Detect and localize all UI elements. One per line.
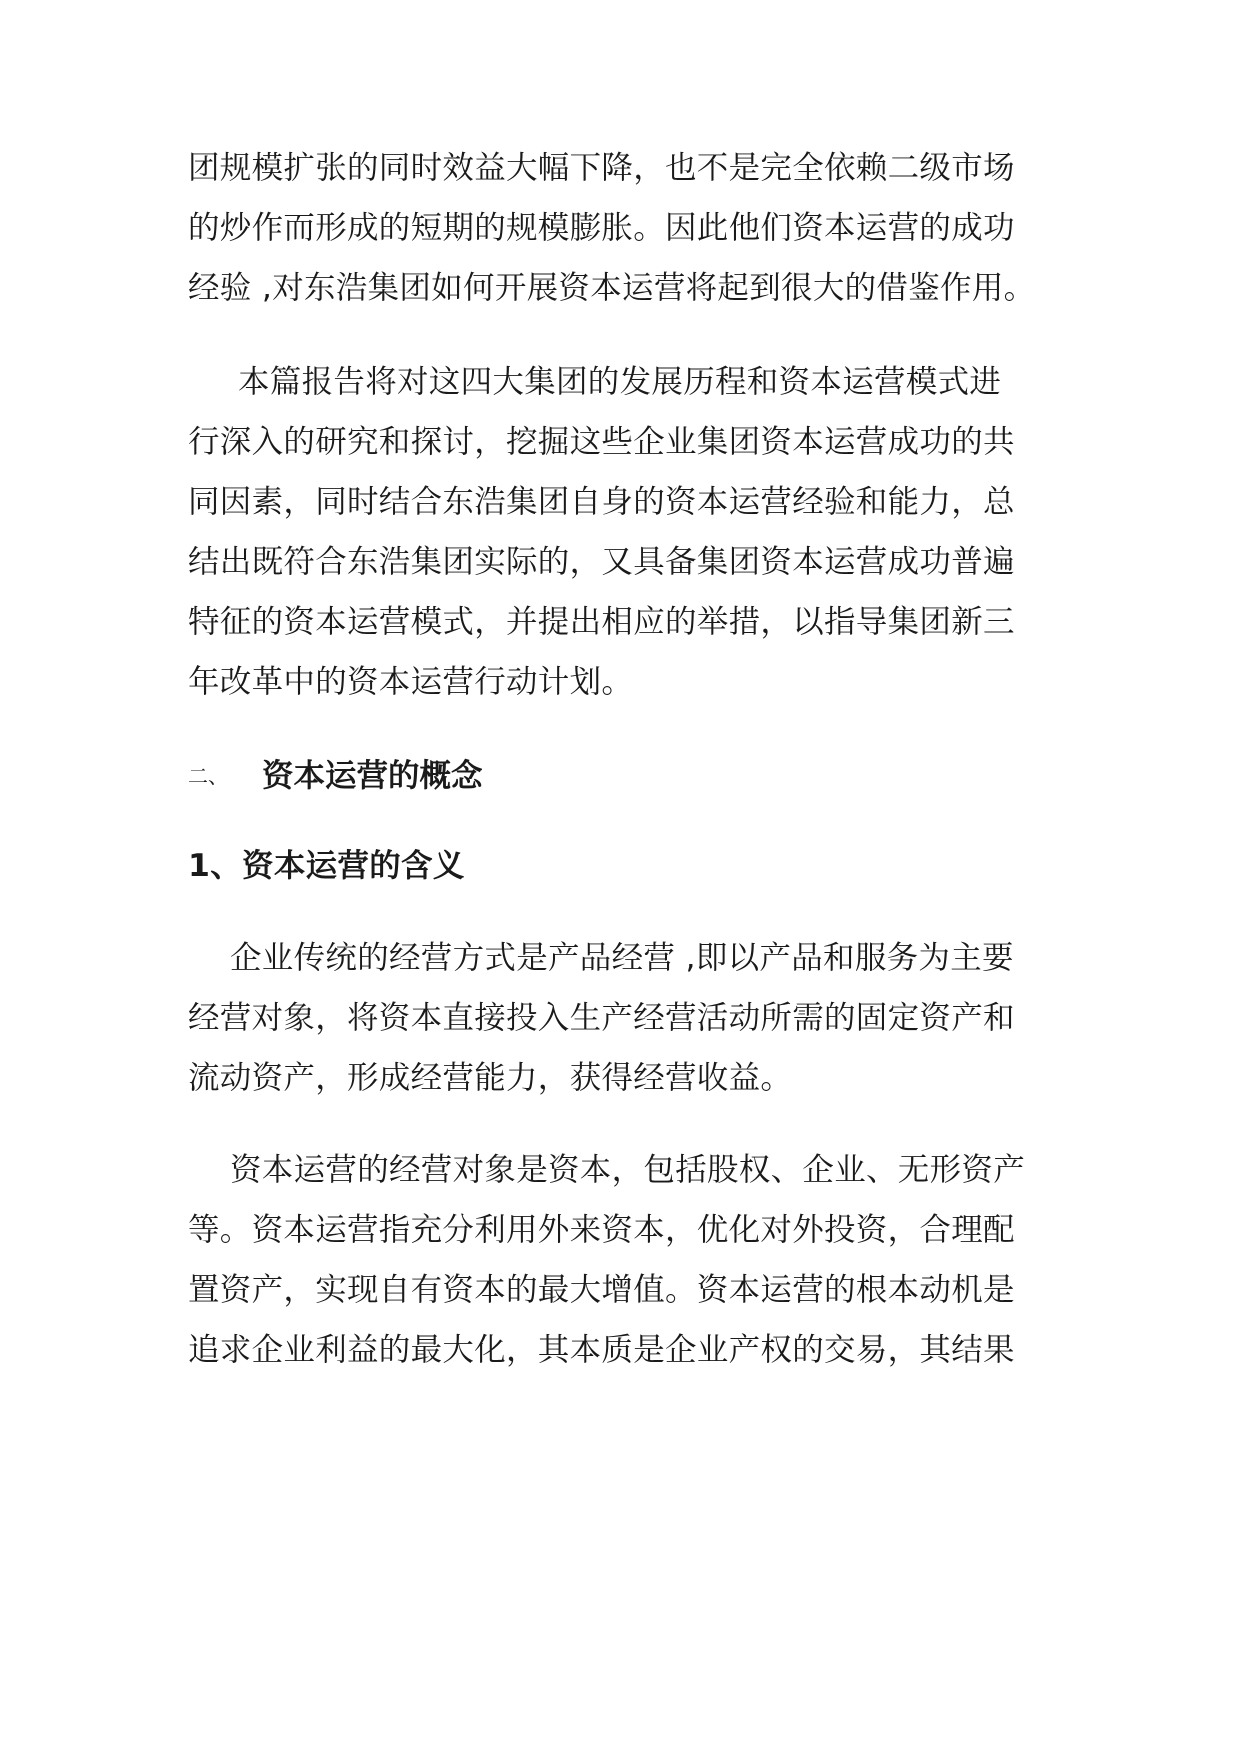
paragraph-2-line-2: 行深入的研究和探讨，挖掘这些企业集团资本运营成功的共 [188, 424, 1015, 460]
paragraph-2-line-6: 年改革中的资本运营行动计划。 [188, 664, 634, 700]
paragraph-1-line-3: 经验 ,对东浩集团如何开展资本运营将起到很大的借鉴作用。 [188, 270, 1036, 306]
paragraph-2-line-1: 本篇报告将对这四大集团的发展历程和资本运营模式进 [238, 364, 1002, 400]
paragraph-4-line-2: 等。资本运营指充分利用外来资本，优化对外投资，合理配 [188, 1212, 1015, 1248]
paragraph-4-line-3: 置资产，实现自有资本的最大增值。资本运营的根本动机是 [188, 1272, 1015, 1308]
paragraph-2-line-3: 同因素，同时结合东浩集团自身的资本运营经验和能力，总 [188, 484, 1015, 520]
paragraph-2-line-4: 结出既符合东浩集团实际的，又具备集团资本运营成功普遍 [188, 544, 1015, 580]
section-2-title: 资本运营的概念 [262, 758, 483, 794]
section-2-number: 二、 [188, 764, 228, 788]
paragraph-1-line-2: 的炒作而形成的短期的规模膨胀。因此他们资本运营的成功 [188, 210, 1015, 246]
paragraph-1-line-1: 团规模扩张的同时效益大幅下降，也不是完全依赖二级市场 [188, 150, 1015, 186]
paragraph-4-line-4: 追求企业利益的最大化，其本质是企业产权的交易，其结果 [188, 1332, 1015, 1368]
paragraph-2-line-5: 特征的资本运营模式，并提出相应的举措，以指导集团新三 [188, 604, 1015, 640]
paragraph-3-line-1: 企业传统的经营方式是产品经营 ,即以产品和服务为主要 [230, 940, 1014, 976]
subsection-1-title: 1、资本运营的含义 [188, 848, 465, 884]
paragraph-4-line-1: 资本运营的经营对象是资本，包括股权、企业、无形资产 [230, 1152, 1026, 1188]
paragraph-3-line-2: 经营对象，将资本直接投入生产经营活动所需的固定资产和 [188, 1000, 1015, 1036]
paragraph-3-line-3: 流动资产，形成经营能力，获得经营收益。 [188, 1060, 793, 1096]
